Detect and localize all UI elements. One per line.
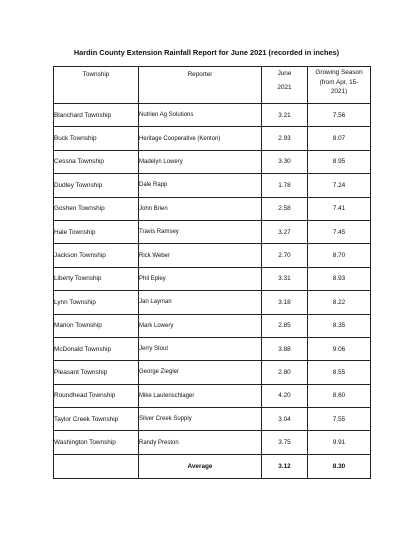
township-cell: Dudley Township xyxy=(54,174,139,197)
township-cell: Liberty Township xyxy=(54,267,139,290)
township-cell: Hale Township xyxy=(54,220,139,243)
table-row xyxy=(54,220,371,243)
township-header: Township xyxy=(54,67,139,104)
average-empty-cell xyxy=(54,454,139,478)
reporter-cell: Jan Layman xyxy=(139,291,262,314)
report-title: Hardin County Extension Rainfall Report for June 2021 (recorded in inches) xyxy=(73,48,340,57)
growing-season-cell: 8.22 xyxy=(308,291,371,314)
township-cell: Marion Township xyxy=(54,314,139,337)
reporter-cell: Phil Epley xyxy=(139,267,262,290)
township-cell: Buck Township xyxy=(54,127,139,150)
average-season: 8.30 xyxy=(308,454,371,478)
reporter-cell: Madelyn Lowery xyxy=(139,150,262,173)
table-body xyxy=(54,104,371,455)
reporter-cell: Travis Ramsey xyxy=(139,220,262,243)
growing-season-cell: 8.60 xyxy=(308,384,371,407)
june-rainfall-cell: 4.20 xyxy=(262,384,308,407)
growing-season-cell: 8.07 xyxy=(308,127,371,150)
june-rainfall-cell: 3.18 xyxy=(262,291,308,314)
growing-season-cell: 8.55 xyxy=(308,361,371,384)
june-rainfall-cell: 3.75 xyxy=(262,431,308,454)
growing-season-cell: 7.41 xyxy=(308,197,371,220)
reporter-cell: Heritage Cooperative (Kenton) xyxy=(139,127,262,150)
june-rainfall-cell: 3.27 xyxy=(262,220,308,243)
average-label: Average xyxy=(139,454,262,478)
township-cell: Blanchard Township xyxy=(54,104,139,127)
table-row xyxy=(54,104,371,127)
june-header: June 2021 xyxy=(262,67,308,104)
township-cell: Goshen Township xyxy=(54,197,139,220)
rainfall-table xyxy=(53,66,371,479)
growing-season-cell: 8.70 xyxy=(308,244,371,267)
june-rainfall-cell: 2.58 xyxy=(262,197,308,220)
table-row xyxy=(54,174,371,197)
growing-season-cell: 8.95 xyxy=(308,150,371,173)
growing-season-cell: 7.24 xyxy=(308,174,371,197)
table-row xyxy=(54,384,371,407)
growing-season-cell: 9.06 xyxy=(308,337,371,360)
june-rainfall-cell: 3.31 xyxy=(262,267,308,290)
table-row xyxy=(54,267,371,290)
june-rainfall-cell: 2.70 xyxy=(262,244,308,267)
table-row xyxy=(54,244,371,267)
reporter-cell: John Brien xyxy=(139,197,262,220)
township-cell: McDonald Township xyxy=(54,337,139,360)
growing-season-cell: 8.35 xyxy=(308,314,371,337)
reporter-cell: Jerry Stout xyxy=(139,337,262,360)
reporter-cell: Nutrien Ag Solutions xyxy=(139,104,262,127)
growing-season-cell: 7.55 xyxy=(308,408,371,431)
table-row xyxy=(54,150,371,173)
reporter-cell: Mark Lowery xyxy=(139,314,262,337)
table-header-row xyxy=(54,67,371,104)
reporter-cell: Dale Rapp xyxy=(139,174,262,197)
growing-season-cell: 8.93 xyxy=(308,267,371,290)
township-cell: Roundhead Township xyxy=(54,384,139,407)
growing-season-header: Growing Season (from Apr. 15- 2021) xyxy=(308,67,371,104)
reporter-cell: Mike Lautenschlager xyxy=(139,384,262,407)
table-row xyxy=(54,408,371,431)
june-rainfall-cell: 3.30 xyxy=(262,150,308,173)
average-row xyxy=(54,454,371,478)
june-rainfall-cell: 2.85 xyxy=(262,314,308,337)
township-cell: Cessna Township xyxy=(54,150,139,173)
township-cell: Taylor Creek Township xyxy=(54,408,139,431)
june-rainfall-cell: 3.88 xyxy=(262,337,308,360)
township-cell: Washington Township xyxy=(54,431,139,454)
growing-season-cell: 7.45 xyxy=(308,220,371,243)
average-june: 3.12 xyxy=(262,454,308,478)
township-cell: Pleasant Township xyxy=(54,361,139,384)
reporter-cell: George Ziegler xyxy=(139,361,262,384)
reporter-header: Reporter xyxy=(139,67,262,104)
reporter-cell: Randy Preston xyxy=(139,431,262,454)
township-cell: Lynn Township xyxy=(54,291,139,314)
reporter-cell: Silver Creek Supply xyxy=(139,408,262,431)
table-row xyxy=(54,127,371,150)
table-row xyxy=(54,197,371,220)
growing-season-cell: 7.56 xyxy=(308,104,371,127)
reporter-cell: Rick Weber xyxy=(139,244,262,267)
table-row xyxy=(54,291,371,314)
growing-season-cell: 9.91 xyxy=(308,431,371,454)
june-rainfall-cell: 1.78 xyxy=(262,174,308,197)
june-rainfall-cell: 2.93 xyxy=(262,127,308,150)
table-row xyxy=(54,361,371,384)
june-rainfall-cell: 3.21 xyxy=(262,104,308,127)
june-rainfall-cell: 2.80 xyxy=(262,361,308,384)
june-rainfall-cell: 3.04 xyxy=(262,408,308,431)
township-cell: Jackson Township xyxy=(54,244,139,267)
table-row xyxy=(54,314,371,337)
table-row xyxy=(54,431,371,454)
table-row xyxy=(54,337,371,360)
